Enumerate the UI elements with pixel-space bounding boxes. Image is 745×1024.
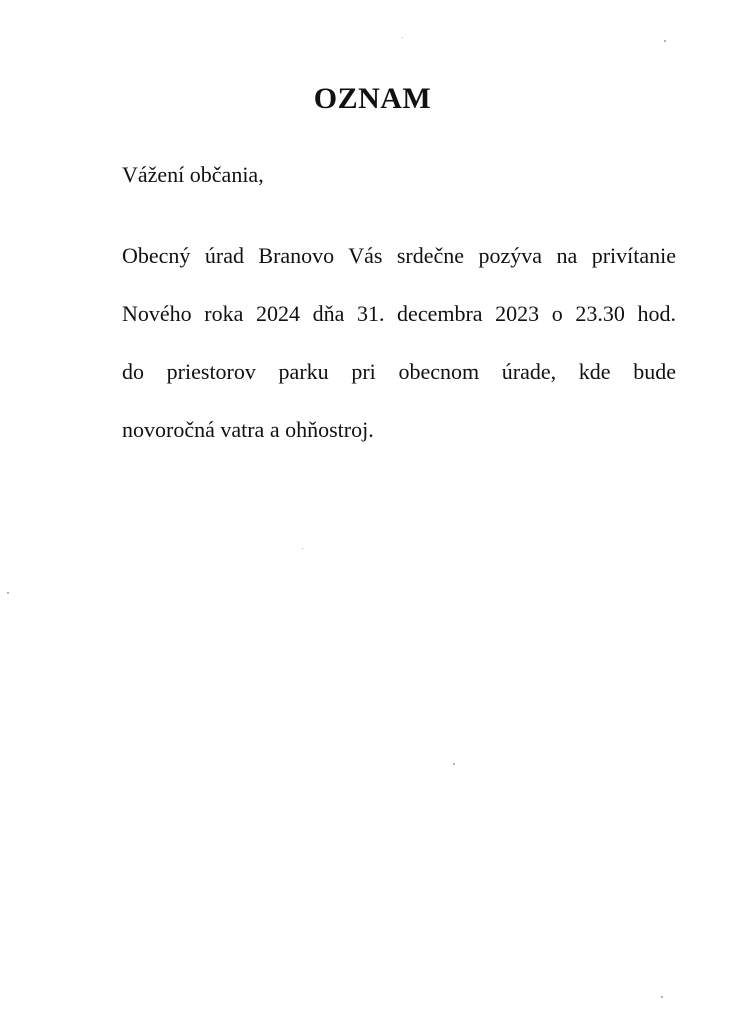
scan-speck bbox=[302, 548, 303, 549]
announcement-body bbox=[122, 236, 676, 468]
page-title: OZNAM bbox=[313, 82, 432, 115]
body-line: Obecný úrad Branovo Vás srdečne pozýva na privítanie bbox=[122, 243, 676, 268]
scan-speck bbox=[402, 37, 403, 38]
scan-speck bbox=[661, 996, 663, 998]
body-line: Nového roka 2024 dňa 31. decembra 2023 o 23.30 hod. bbox=[122, 301, 676, 326]
scan-speck bbox=[453, 763, 455, 765]
body-line: do priestorov parku pri obecnom úrade, kde bude bbox=[122, 359, 676, 384]
body-line: novoročná vatra a ohňostroj. bbox=[122, 417, 374, 442]
salutation: Vážení občania, bbox=[122, 162, 264, 187]
scan-speck bbox=[7, 592, 9, 594]
scan-speck bbox=[664, 40, 666, 42]
